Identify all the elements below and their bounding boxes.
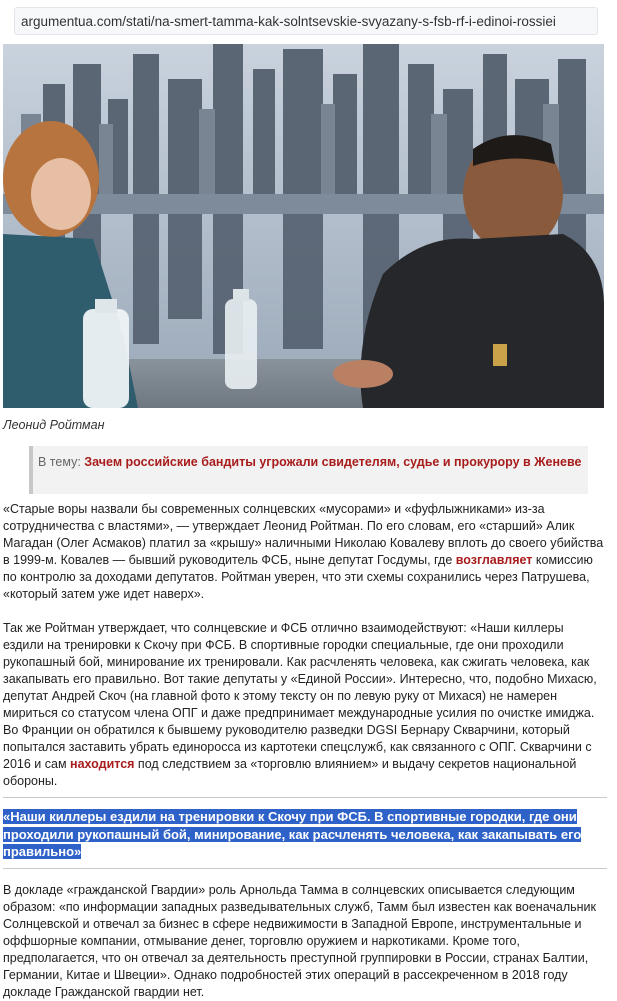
paragraph-2-text-b: под следствием за «торговлю влиянием» и выдачу секретов национальной обороны. xyxy=(3,757,577,788)
related-article-link[interactable]: Зачем российские бандиты угрожали свидетелям, судье и прокурору в Женеве xyxy=(84,455,582,469)
divider-bottom xyxy=(3,868,607,869)
paragraph-1-text-b: комиссию по контролю за доходами депутатов. Ройтман уверен, что эти схемы сохранились через Патрушева, «который затем уже идет наверх». xyxy=(3,553,593,601)
paragraph-1-text-a: «Старые воры назвали бы современных солнцевских «мусорами» и «фуфлыжниками» из-за сотрудничества с властями», — утверждает Леонид Ройтман. По его словам, его «старший» Алик Магадан (Олег Асмаков) платил за «крышу» наличными Николаю Ковалеву вплоть до своего убийства в 1999-м. Ковалев — бывший руководитель ФСБ, ныне депутат Госдумы, где xyxy=(3,502,604,567)
address-bar[interactable] xyxy=(14,7,598,35)
url-text: argumentua.com/stati/na-smert-tamma-kak-solntsevskie-svyazany-s-fsb-rf-i-edinoi-rossiei xyxy=(21,14,556,29)
paragraph-1 xyxy=(3,501,607,603)
pull-quote-text: «Наши киллеры ездили на тренировки к Скочу при ФСБ. В спортивные городки, где они проходили рукопашный бой, минирование, как расчленять человека, как закапывать его правильно» xyxy=(3,809,582,859)
photo-caption: Леонид Ройтман xyxy=(3,418,105,432)
article-photo xyxy=(3,44,604,408)
link-vozglavlyaet[interactable]: возглавляет xyxy=(455,553,533,567)
paragraph-3: В докладе «гражданской Гвардии» роль Арнольда Тамма в солнцевских описывается следующим образом: «по информации западных разведывательных служб, Тамм был известен как военачальник Солнцевской и отвечал за бизнес в сфере недвижимости в Западной Европе, инструментальные и оффшорные компании, отмывание денег, торговлю оружием и наркотиками. Кроме того, предполагается, что он отвечал за деятельность преступной группировки в России, странах Балтии, Германии, Китае и Швеции». Однако подробностей этих операций в рассекреченном в 2018 году докладе Гражданской гвардии нет. xyxy=(3,883,597,999)
paragraph-2-text-a: Так же Ройтман утверждает, что солнцевские и ФСБ отлично взаимодействуют: «Наши киллеры ездили на тренировки к Скочу при ФСБ. В спортивные городки специальные, где они проходили рукопашный бой, минирование их тренировали. Как расчленять человека, как сжигать человека, как закапывать его правильно. Вот такие депутаты у «Единой России». Интересно, что, подобно Михасю, депутат Андрей Скоч (на главной фото к этому тексту он по левую руку от Михася) не намерен мириться со статусом члена ОПГ и даже предпринимает международные усилия по очистке имиджа. Во Франции он обратился к бывшему руководителю разведки DGSI Бернару Скварчини, который попытался заставить убрать единоросса из картотеки спецслужб, как связанного с ОПГ. Скварчини с 2016 и сам xyxy=(3,621,597,771)
divider-top xyxy=(3,797,607,798)
pull-quote xyxy=(3,808,607,861)
link-nakhoditsya[interactable]: находится xyxy=(70,757,135,771)
paragraph-2 xyxy=(3,620,607,790)
related-lead: В тему: xyxy=(38,455,81,469)
related-article-box xyxy=(29,446,588,494)
